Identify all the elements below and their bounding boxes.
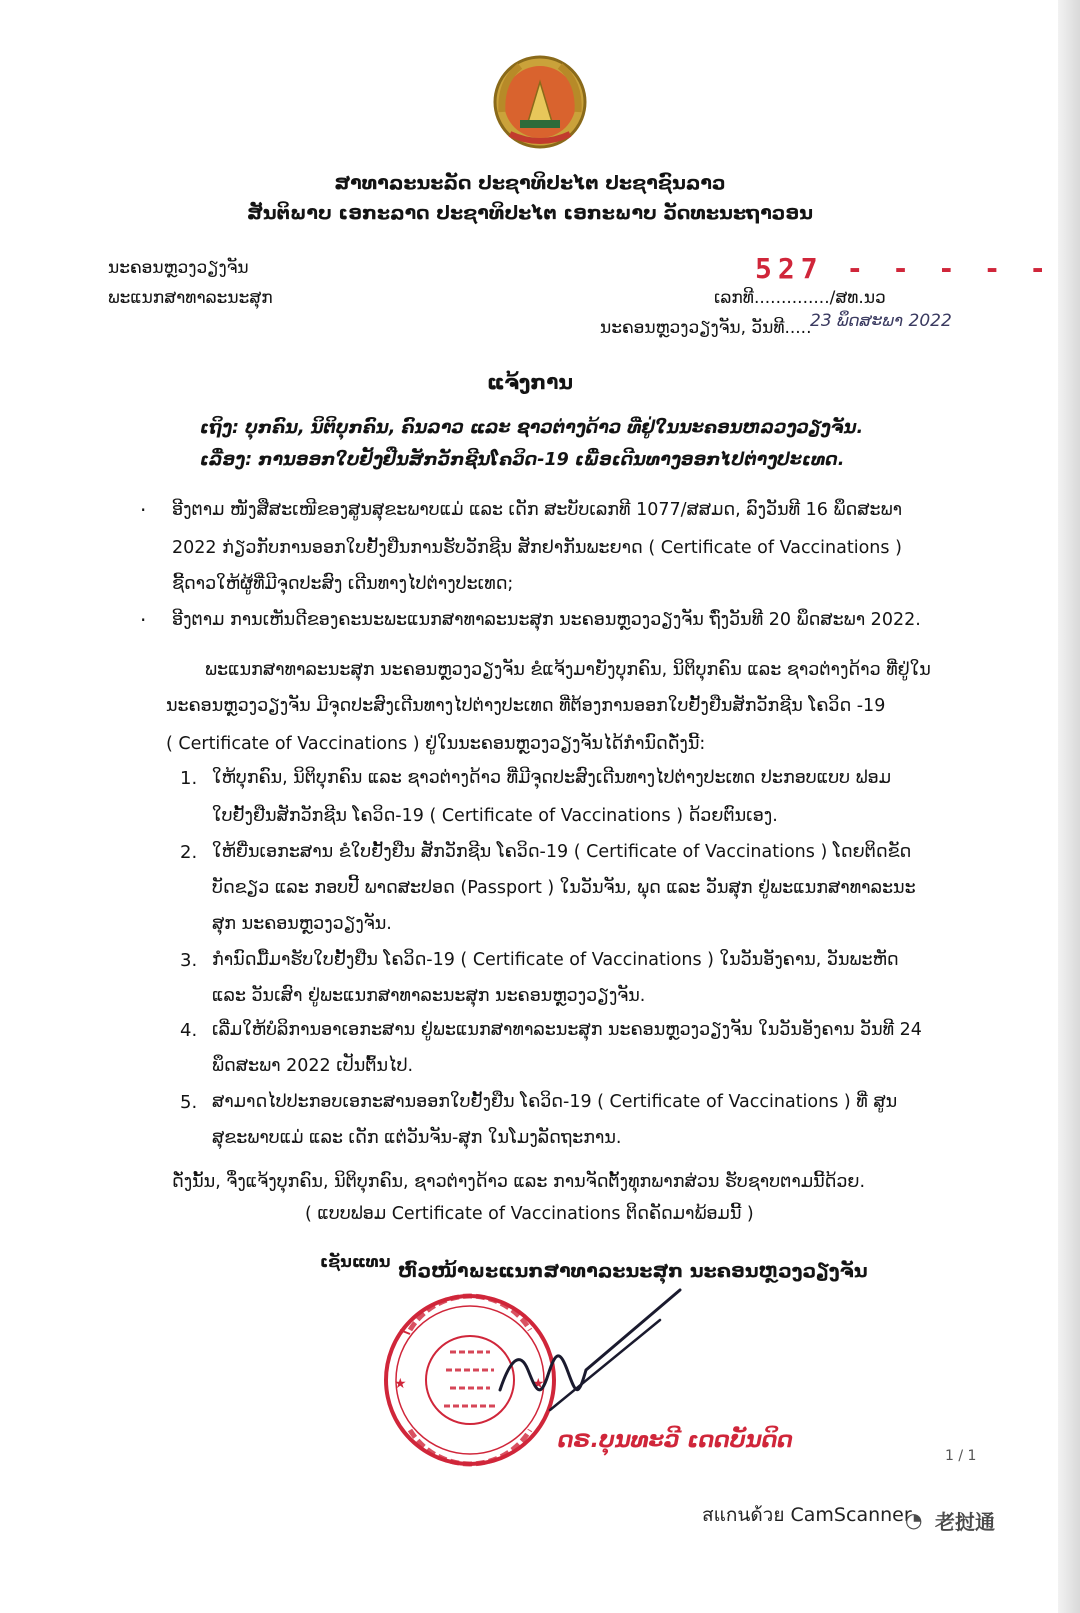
item-3-number: 3. xyxy=(180,950,198,971)
header-line-1: ສາທາລະນະລັດ ປະຊາທິປະໄຕ ປະຊາຊົນລາວ xyxy=(334,172,726,194)
svg-text:★: ★ xyxy=(532,1376,545,1392)
org-department: ພະແນກສາທາລະນະສຸກ xyxy=(108,288,273,308)
item-1-number: 1. xyxy=(180,768,198,789)
bullet-1-line-3: ຊີ້ດາວໃຫ້ຜູ້ທີ່ມີຈຸດປະສົງ ເດີນທາງໄປຕ່າງປະເທດ; xyxy=(172,574,514,594)
item-4-number: 4. xyxy=(180,1020,198,1041)
item-4-line-2: ພຶດສະພາ 2022 ເປັນຕົ້ນໄປ. xyxy=(212,1056,414,1076)
item-2-number: 2. xyxy=(180,842,198,863)
item-3-line-1: ກຳນົດມື້ມາຮັບໃບຢັ້ງຢືນ ໂຄວິດ-19 ( Certificate of Vaccinations ) ໃນວັນອັງຄານ, ວັນພະຫັດ xyxy=(212,950,899,970)
page-edge xyxy=(1058,0,1080,1613)
org-city: ນະຄອນຫຼວງວຽງຈັນ xyxy=(108,258,249,278)
reference-number-label: ເລກທີ............../ສທ.ນວ xyxy=(714,288,886,308)
item-2-line-3: ສຸກ ນະຄອນຫຼວງວຽງຈັນ. xyxy=(212,914,392,934)
bullet-dot: · xyxy=(140,498,147,522)
signature-prefix: ເຊັນແທນ xyxy=(320,1252,391,1271)
intro-line-3: ( Certificate of Vaccinations ) ຢູ່ໃນນະຄອນຫຼວງວຽງຈັນໄດ້ກຳນົດດັ່ງນີ້: xyxy=(166,734,706,754)
item-1-line-2: ໃບຢັ້ງຢືນສັກວັກຊີນ ໂຄວິດ-19 ( Certificate of Vaccinations ) ດ້ວຍຕົນເອງ. xyxy=(212,806,778,826)
bullet-1-line-1: ອີງຕາມ ໜັງສືສະເໜີຂອງສູນສຸຂະພາບແມ່ ແລະ ເດັກ ສະບັບເລກທີ 1077/ສສມດ, ລົງວັນທີ 16 ພຶດສະພາ xyxy=(172,500,903,520)
item-5-line-1: ສາມາດໄປປະກອບເອກະສານອອກໃບຢັ້ງຢືນ ໂຄວິດ-19 ( Certificate of Vaccinations ) ທີ່ ສູນ xyxy=(212,1092,898,1112)
date-label: ນະຄອນຫຼວງວຽງຈັນ, ວັນທີ..... xyxy=(600,318,812,338)
bullet-1-line-2: 2022 ກ່ຽວກັບການອອກໃບຢັ້ງຢືນການຮັບວັກຊີນ ສັກຢາກັນພະຍາດ ( Certificate of Vaccinations ) xyxy=(172,538,902,558)
header-line-2: ສັນຕິພາບ ເອກະລາດ ປະຊາທິປະໄຕ ເອກະພາບ ວັດທະນະຖາວອນ xyxy=(247,202,813,224)
closing-line-2: ( ແບບຟອມ Certificate of Vaccinations ຕິດຄັດມາພ້ອມນີ້ ) xyxy=(305,1204,754,1224)
signatory-title: ຫົວໜ້າພະແນກສາທາລະນະສຸກ ນະຄອນຫຼວງວຽງຈັນ xyxy=(398,1260,868,1282)
signatory-name: ດຣ.ບຸນທະວີ ເດດບັນດິດ xyxy=(558,1428,793,1453)
closing-line-1: ດັ່ງນັ້ນ, ຈຶ່ງແຈ້ງບຸກຄົນ, ນິຕິບຸກຄົນ, ຊາວຕ່າງດ້າວ ແລະ ການຈັດຕັ້ງທຸກພາກສ່ວນ ຮັບຊາບຕາມນີ້ດ້ວຍ. xyxy=(172,1172,866,1192)
wechat-icon: ◔ xyxy=(905,1508,923,1532)
watermark-label: 老挝通 xyxy=(935,1510,995,1534)
page-number: 1 / 1 xyxy=(945,1448,977,1464)
intro-line-2: ນະຄອນຫຼວງວຽງຈັນ ມີຈຸດປະສົງເດີນທາງໄປຕ່າງປະເທດ ທີ່ຕ້ອງການອອກໃບຢັ້ງຢືນສັກວັກຊີນ ໂຄວິດ -19 xyxy=(166,696,886,716)
intro-line-1: ພະແນກສາທາລະນະສຸກ ນະຄອນຫຼວງວຽງຈັນ ຂໍແຈ້ງມາຍັງບຸກຄົນ, ນິຕິບຸກຄົນ ແລະ ຊາວຕ່າງດ້າວ ທີ່ຢູ່ໃນ xyxy=(205,660,931,680)
item-5-number: 5. xyxy=(180,1092,198,1113)
svg-text:★: ★ xyxy=(394,1376,407,1392)
subject-line: ເລື່ອງ: ການອອກໃບຢັ້ງຢືນສັກວັກຊີນໂຄວິດ-19 ເພື່ອເດີນທາງອອກໄປຕ່າງປະເທດ. xyxy=(200,450,845,470)
lao-national-emblem-icon xyxy=(490,52,590,152)
item-5-line-2: ສຸຂະພາບແມ່ ແລະ ເດັກ ແຕ່ວັນຈັນ-ສຸກ ໃນໂມງລັດຖະການ. xyxy=(212,1128,622,1148)
handwritten-signature xyxy=(490,1280,690,1430)
notice-title: ແຈ້ງການ xyxy=(486,370,574,394)
bullet-2-line-1: ອີງຕາມ ການເຫັນດີຂອງຄະນະພະແນກສາທາລະນະສຸກ ນະຄອນຫຼວງວຽງຈັນ ຖົ່ງວັນທີ 20 ພຶດສະພາ 2022. xyxy=(172,610,921,630)
to-line: ເຖິງ: ບຸກຄົນ, ນິຕິບຸກຄົນ, ຄົນລາວ ແລະ ຊາວຕ່າງດ້າວ ທີ່ຢູ່ໃນນະຄອນຫລວງວຽງຈັນ. xyxy=(200,418,864,438)
item-1-line-1: ໃຫ້ບຸກຄົນ, ນິຕິບຸກຄົນ ແລະ ຊາວຕ່າງດ້າວ ທີ່ມີຈຸດປະສົງເດີນທາງໄປຕ່າງປະເທດ ປະກອບແບບ ຟອມ xyxy=(212,768,892,788)
item-2-line-2: ບັດຂຽວ ແລະ ກອບປີ້ ພາດສະປອດ (Passport ) ໃນວັນຈັນ, ພຸດ ແລະ ວັນສຸກ ຢູ່ພະແນກສາທາລະນະ xyxy=(212,878,916,898)
item-4-line-1: ເລີ່ມໃຫ້ບໍລິການອາເອກະສານ ຢູ່ພະແນກສາທາລະນະສຸກ ນະຄອນຫຼວງວຽງຈັນ ໃນວັນອັງຄານ ວັນທີ 24 xyxy=(212,1020,922,1040)
bullet-dot: · xyxy=(140,608,147,632)
scanner-footer: สแกนด้วย CamScanner xyxy=(702,1504,912,1526)
item-3-line-2: ແລະ ວັນເສົາ ຢູ່ພະແນກສາທາລະນະສຸກ ນະຄອນຫຼວງວຽງຈັນ. xyxy=(212,986,646,1006)
item-2-line-1: ໃຫ້ຍື່ນເອກະສານ ຂໍໃບຢັ້ງຢືນ ສັກວັກຊີນ ໂຄວິດ-19 ( Certificate of Vaccinations ) ໂດຍຕິດຂັດ xyxy=(212,842,912,862)
handwritten-reference-number: 527 - - - - - xyxy=(755,252,1053,285)
handwritten-date: 23 ພຶດສະພາ 2022 xyxy=(810,311,952,331)
